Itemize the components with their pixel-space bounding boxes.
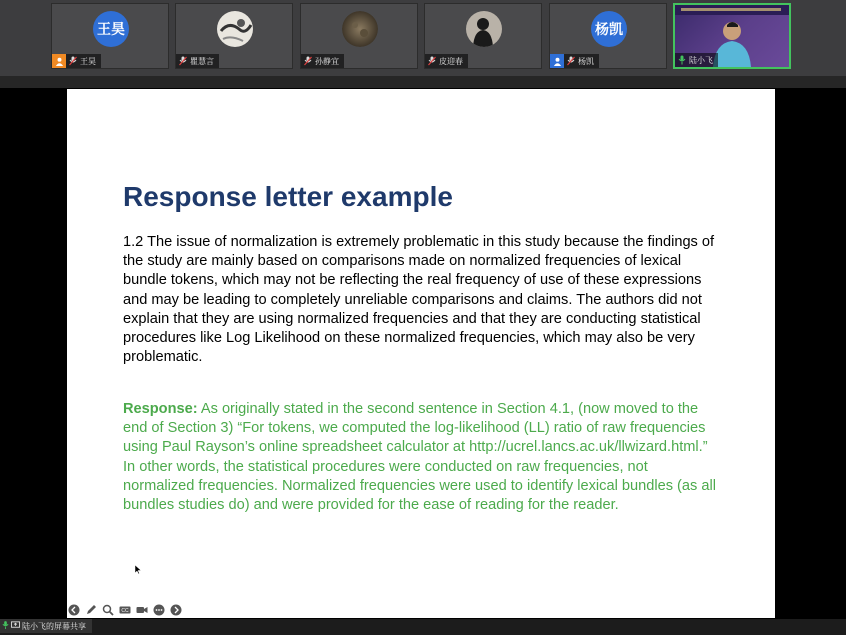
more-icon[interactable] (153, 604, 165, 616)
avatar (466, 11, 502, 47)
host-person-icon (52, 54, 66, 68)
avatar: 杨凯 (591, 11, 627, 47)
participant-name: 皮迎春 (439, 56, 463, 66)
participant-label (176, 54, 219, 68)
slide-title: Response letter example (123, 181, 453, 212)
video-icon[interactable] (136, 604, 148, 616)
participant-label (675, 53, 718, 67)
participant-label (425, 54, 468, 68)
presentation-toolbar (68, 604, 182, 616)
mic-active-icon (677, 54, 687, 66)
participant-name: 杨凯 (578, 56, 594, 66)
participant-label (301, 54, 344, 68)
captions-icon[interactable] (119, 604, 131, 616)
person-icon (550, 54, 564, 68)
response-label: Response: (123, 401, 198, 417)
participant-strip (0, 0, 846, 76)
avatar (342, 11, 378, 47)
screen-share-icon (11, 621, 20, 631)
participant-tile[interactable] (549, 3, 667, 69)
magnifier-icon[interactable] (102, 604, 114, 616)
participant-tile[interactable] (175, 3, 293, 69)
participant-name: 瞿慧言 (190, 56, 214, 66)
mic-active-icon (2, 620, 9, 632)
screen-share-label[interactable] (0, 619, 92, 633)
slide-response (123, 400, 723, 515)
participant-name: 孙静宜 (315, 56, 339, 66)
shared-slide (67, 89, 775, 618)
participant-label (52, 54, 101, 68)
screen-share-text: 陆小飞的屏幕共享 (22, 621, 86, 631)
mic-muted-icon (427, 55, 437, 67)
back-icon[interactable] (68, 604, 80, 616)
participant-tile-active[interactable] (673, 3, 791, 69)
pen-icon[interactable] (85, 604, 97, 616)
slide-paragraph: 1.2 The issue of normalization is extremely problematic in this study because the findings of the study are mainly based on comparisons made on normalized frequencies of lexical bundle tokens, which may not be reflecting the real frequency of use of these expressions and may be leading to completely unreliable comparisons and claims. The authors did not explain that they are using normalized frequencies and that they are conducting statistical procedures like Log Likelihood on these normalized frequencies, which may also be very problematic. (123, 234, 715, 366)
participant-name: 陆小飞 (689, 55, 713, 65)
response-text: As originally stated in the second sentence in Section 4.1, (now moved to the end of Section 3) “For tokens, we computed the log-likelihood (LL) ratio of raw frequencies using Paul Rayson’s online spreadsheet calculator at http://ucrel.lancs.ac.uk/llwizard.html.” In other words, the statistical procedures were conducted on raw frequencies, not normalized frequencies. Normalized frequencies were used to identify lexical bundles (as all bundles studies do) and were provided for the ease of reading for the reader. (123, 401, 716, 514)
divider (0, 76, 846, 88)
bottom-status-bar (0, 619, 846, 635)
mic-muted-icon (178, 55, 188, 67)
participant-tile[interactable] (424, 3, 542, 69)
participant-tile[interactable] (300, 3, 418, 69)
avatar (217, 11, 253, 47)
mic-muted-icon (303, 55, 313, 67)
participant-tile[interactable] (51, 3, 169, 69)
participant-name: 王昊 (80, 56, 96, 66)
svg-text:CC: CC (121, 608, 129, 614)
mic-muted-icon (68, 55, 78, 67)
forward-icon[interactable] (170, 604, 182, 616)
avatar: 王昊 (93, 11, 129, 47)
mic-muted-icon (566, 55, 576, 67)
participant-label (550, 54, 599, 68)
